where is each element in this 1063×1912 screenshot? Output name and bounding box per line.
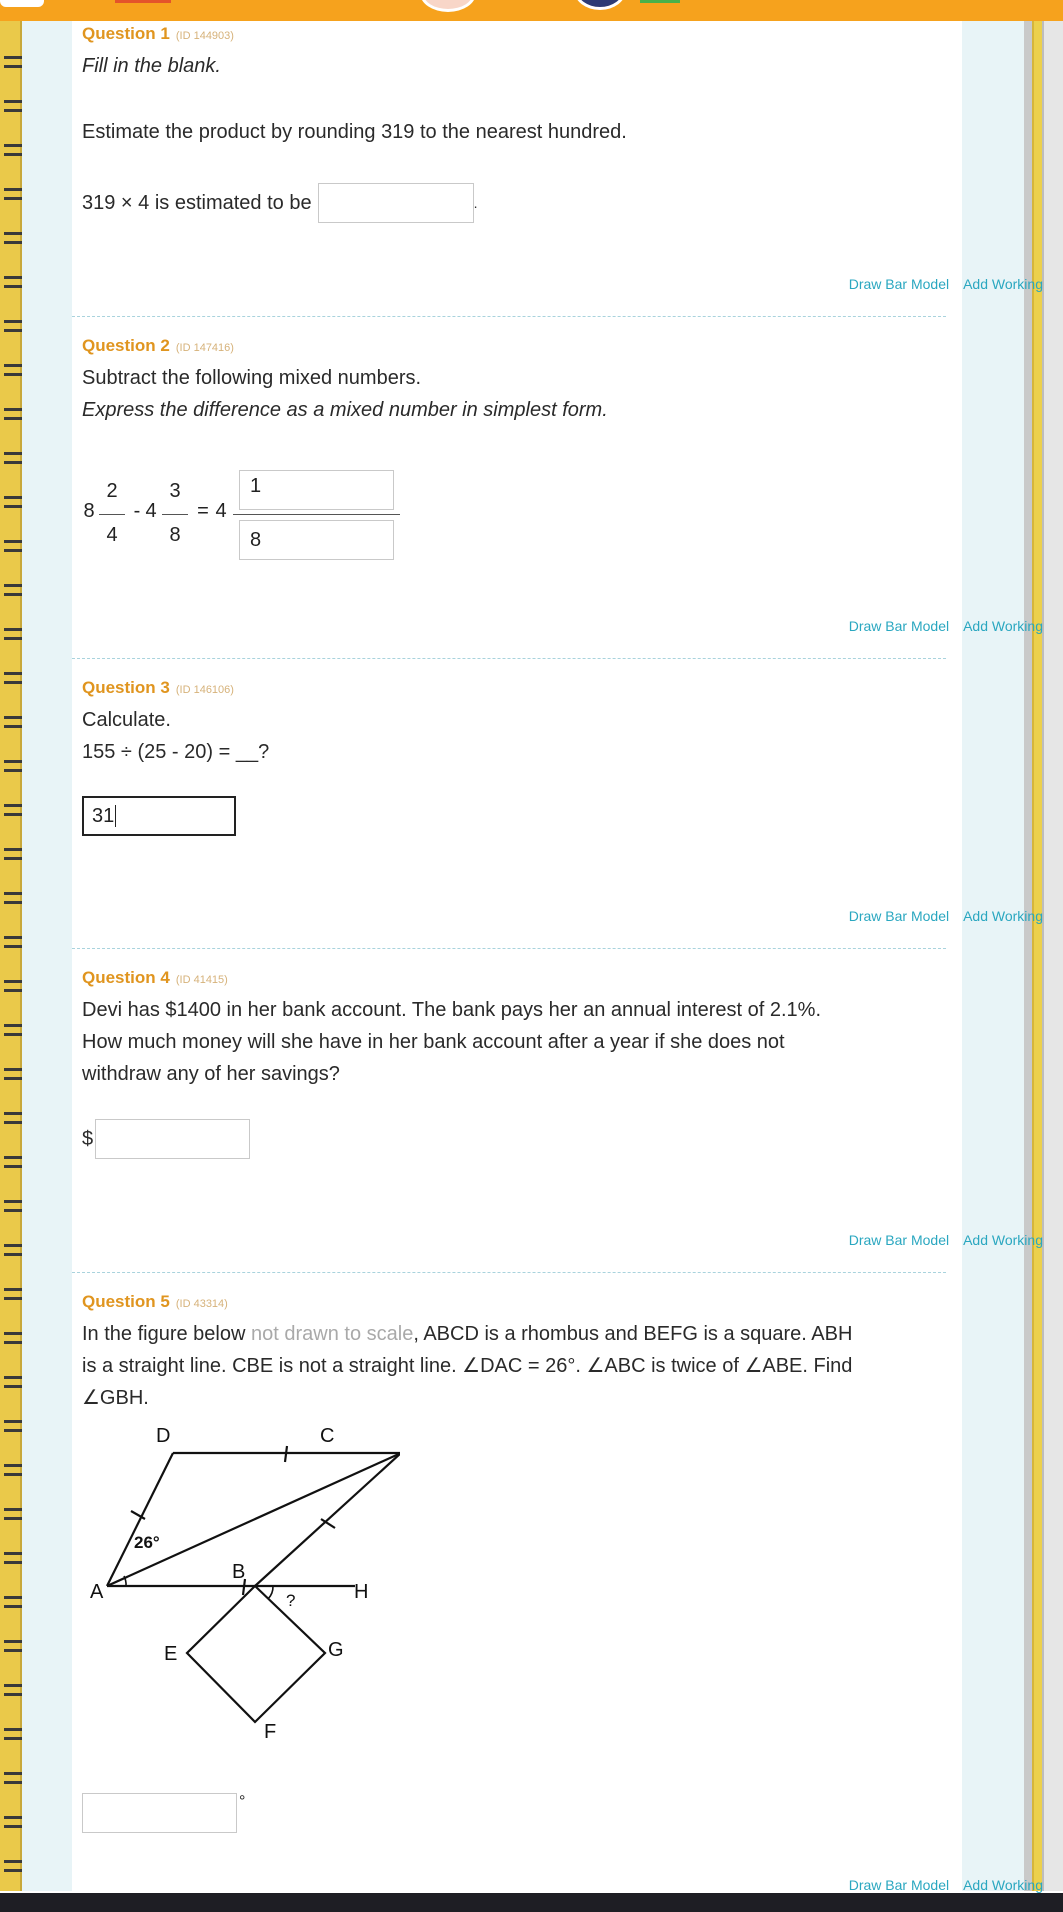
top-deco-green	[640, 0, 680, 3]
angle-arc-b	[268, 1586, 273, 1599]
question-divider	[72, 316, 946, 317]
question-title: Question 4	[82, 968, 170, 987]
mixed-number-equation	[82, 468, 422, 560]
question-3-header	[82, 678, 946, 698]
unknown-angle: ?	[286, 1591, 296, 1610]
text-part: , ABCD is a rhombus and BEFG is a square. ABH	[413, 1323, 853, 1345]
question-prompt: 319 × 4 is estimated to be	[82, 192, 312, 214]
avatar-navy[interactable]	[574, 0, 626, 10]
instruction: Express the difference as a mixed number in simplest form.	[82, 399, 608, 421]
question-4	[82, 968, 946, 1160]
question-3	[82, 678, 946, 836]
scrollbar[interactable]	[1042, 21, 1063, 1891]
question-5-answer-row	[82, 1793, 245, 1833]
top-bar	[0, 0, 1063, 21]
instruction: Fill in the blank.	[82, 55, 221, 77]
question-text-line: ∠GBH.	[82, 1387, 149, 1409]
denominator-input[interactable]: 8	[239, 520, 394, 560]
question-4-header	[82, 968, 946, 988]
left-margin	[22, 21, 72, 1891]
draw-bar-model-button[interactable]: Draw Bar Model	[848, 618, 950, 634]
right-margin	[962, 21, 1024, 1891]
add-working-button[interactable]: Add Working	[963, 1877, 1043, 1893]
question-2-header	[82, 336, 946, 356]
label-e: E	[164, 1643, 178, 1665]
text-cursor	[115, 805, 116, 827]
result-whole: 4	[215, 500, 227, 522]
denominator-a: 4	[106, 524, 118, 546]
fraction-bar-answer	[233, 514, 400, 515]
notebook-binding	[0, 21, 22, 1891]
label-b: B	[232, 1561, 246, 1583]
question-title: Question 3	[82, 678, 170, 697]
rhombus-square-figure	[80, 1420, 400, 1740]
label-f: F	[264, 1721, 277, 1740]
square-befg	[187, 1586, 325, 1722]
question-1-header	[82, 24, 946, 44]
fraction-bar-a	[99, 514, 125, 515]
denominator-b: 8	[169, 524, 181, 546]
currency-symbol: $	[82, 1128, 94, 1150]
diagonal-ac	[107, 1453, 400, 1586]
question-id: (ID 147416)	[175, 342, 234, 354]
question-prompt-row	[82, 182, 946, 224]
question-title: Question 5	[82, 1292, 170, 1311]
numerator-a: 2	[106, 480, 118, 502]
question-3-tools	[835, 908, 1043, 924]
question-divider	[72, 658, 946, 659]
question-text-line: is a straight line. CBE is not a straight line. ∠DAC = 26°. ∠ABC is twice of ∠ABE. Find	[82, 1355, 853, 1377]
answer-row	[82, 1118, 946, 1160]
draw-bar-model-button[interactable]: Draw Bar Model	[848, 1877, 950, 1893]
question-divider	[72, 1272, 946, 1273]
scale-note: not drawn to scale	[251, 1323, 414, 1345]
add-working-button[interactable]: Add Working	[963, 1232, 1043, 1248]
minus-sign: -	[133, 500, 141, 522]
add-working-button[interactable]: Add Working	[963, 618, 1043, 634]
scroll-track	[1024, 21, 1032, 1891]
label-a: A	[90, 1581, 104, 1603]
question-text-line: withdraw any of her savings?	[82, 1063, 340, 1085]
question-4-tools	[835, 1232, 1043, 1248]
top-deco-red	[115, 0, 171, 3]
question-title: Question 2	[82, 336, 170, 355]
question-text: Subtract the following mixed numbers.	[82, 367, 422, 389]
tick-dc	[285, 1446, 287, 1462]
label-g: G	[328, 1639, 344, 1661]
answer-value: 31	[92, 805, 115, 827]
question-2	[82, 336, 946, 426]
question-5	[82, 1292, 946, 1414]
degree-unit: °	[239, 1793, 246, 1810]
answer-input[interactable]	[318, 183, 474, 223]
label-c: C	[320, 1425, 335, 1447]
fraction-bar-b	[162, 514, 188, 515]
label-d: D	[156, 1425, 171, 1447]
add-working-button[interactable]: Add Working	[963, 908, 1043, 924]
question-text-line: Devi has $1400 in her bank account. The bank pays her an annual interest of 2.1%.	[82, 999, 822, 1021]
question-1	[82, 24, 946, 224]
avatar-pink[interactable]	[420, 0, 476, 12]
question-text: Estimate the product by rounding 319 to the nearest hundred.	[82, 121, 627, 143]
question-5-header	[82, 1292, 946, 1312]
draw-bar-model-button[interactable]: Draw Bar Model	[848, 1232, 950, 1248]
whole-b: 4	[145, 500, 157, 522]
question-5-tools	[835, 1877, 1043, 1893]
question-1-tools	[835, 276, 1043, 292]
label-h: H	[354, 1581, 369, 1603]
draw-bar-model-button[interactable]: Draw Bar Model	[848, 908, 950, 924]
question-id: (ID 43314)	[175, 1298, 228, 1310]
question-id: (ID 144903)	[175, 30, 234, 42]
question-text-line	[82, 1318, 946, 1350]
question-id: (ID 146106)	[175, 684, 234, 696]
equals-sign: =	[197, 500, 209, 522]
question-2-tools	[835, 618, 1043, 634]
whole-a: 8	[83, 500, 95, 522]
numerator-b: 3	[169, 480, 181, 502]
question-id: (ID 41415)	[175, 974, 228, 986]
text-part: In the figure below	[82, 1323, 251, 1345]
side-da	[107, 1453, 173, 1586]
question-divider	[72, 948, 946, 949]
question-text: Calculate.	[82, 709, 171, 731]
answer-input[interactable]	[82, 1793, 237, 1833]
draw-bar-model-button[interactable]: Draw Bar Model	[848, 276, 950, 292]
top-tab[interactable]	[0, 0, 44, 7]
question-title: Question 1	[82, 24, 170, 43]
numerator-input[interactable]: 1	[239, 470, 394, 510]
angle-label: 26°	[134, 1533, 160, 1552]
question-text-line: How much money will she have in her bank account after a year if she does not	[82, 1031, 785, 1053]
bottom-bar	[0, 1893, 1063, 1912]
side-cb	[255, 1453, 400, 1586]
expression: 155 ÷ (25 - 20) = __?	[82, 741, 270, 763]
scroll-edge	[1032, 21, 1042, 1891]
prompt-period: .	[473, 195, 478, 211]
add-working-button[interactable]: Add Working	[963, 276, 1043, 292]
answer-input[interactable]	[95, 1119, 250, 1159]
answer-input[interactable]	[82, 796, 236, 836]
